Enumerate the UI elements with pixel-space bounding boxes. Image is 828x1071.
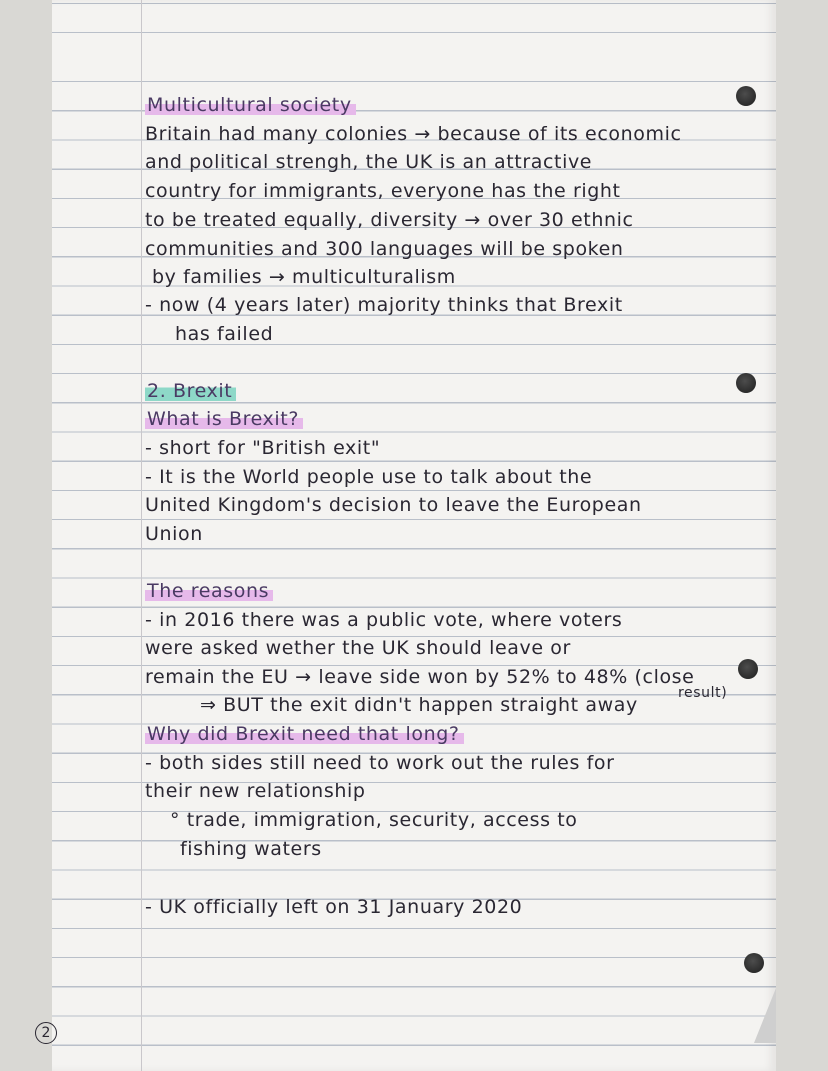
- text-line: remain the EU → leave side won by 52% to 48% (close: [145, 666, 695, 688]
- margin-line: [141, 0, 142, 1071]
- punch-hole-upper-middle: [736, 373, 756, 393]
- text-line: ⇒ BUT the exit didn't happen straight away: [200, 694, 638, 716]
- text-line: were asked wether the UK should leave or: [145, 637, 571, 659]
- text-line: Britain had many colonies → because of its economic: [145, 123, 682, 145]
- section-heading-reasons: The reasons: [145, 579, 273, 603]
- text-line: country for immigrants, everyone has the right: [145, 180, 621, 202]
- text-line: - now (4 years later) majority thinks that Brexit: [145, 294, 623, 316]
- text-line: communities and 300 languages will be spoken: [145, 238, 624, 260]
- page-curl: [754, 988, 776, 1043]
- text-line: has failed: [175, 323, 274, 345]
- text-line: United Kingdom's decision to leave the European: [145, 494, 642, 516]
- text-line: fishing waters: [180, 838, 322, 860]
- text-line: - both sides still need to work out the rules for: [145, 752, 615, 774]
- text-line: - short for "British exit": [145, 437, 381, 459]
- text-line: - UK officially left on 31 January 2020: [145, 896, 523, 918]
- text-line: Union: [145, 523, 203, 545]
- text-line: ° trade, immigration, security, access to: [170, 809, 578, 831]
- punch-hole-lower-middle: [738, 659, 758, 679]
- text-line: - It is the World people use to talk about the: [145, 466, 593, 488]
- text-note: result): [678, 685, 728, 701]
- text-line: and political strengh, the UK is an attractive: [145, 151, 593, 173]
- text-line: their new relationship: [145, 780, 366, 802]
- punch-hole-top: [736, 86, 756, 106]
- subheading-what-is-brexit: What is Brexit?: [145, 407, 303, 431]
- text-line: - in 2016 there was a public vote, where voters: [145, 609, 623, 631]
- page-number: 2: [35, 1022, 57, 1044]
- punch-hole-bottom: [744, 953, 764, 973]
- section-heading-brexit: 2. Brexit: [145, 379, 236, 403]
- text-line: by families → multiculturalism: [152, 266, 456, 288]
- text-line: to be treated equally, diversity → over 30 ethnic: [145, 209, 634, 231]
- section-heading-multicultural: Multicultural society: [145, 93, 356, 117]
- section-heading-why-long: Why did Brexit need that long?: [145, 722, 464, 746]
